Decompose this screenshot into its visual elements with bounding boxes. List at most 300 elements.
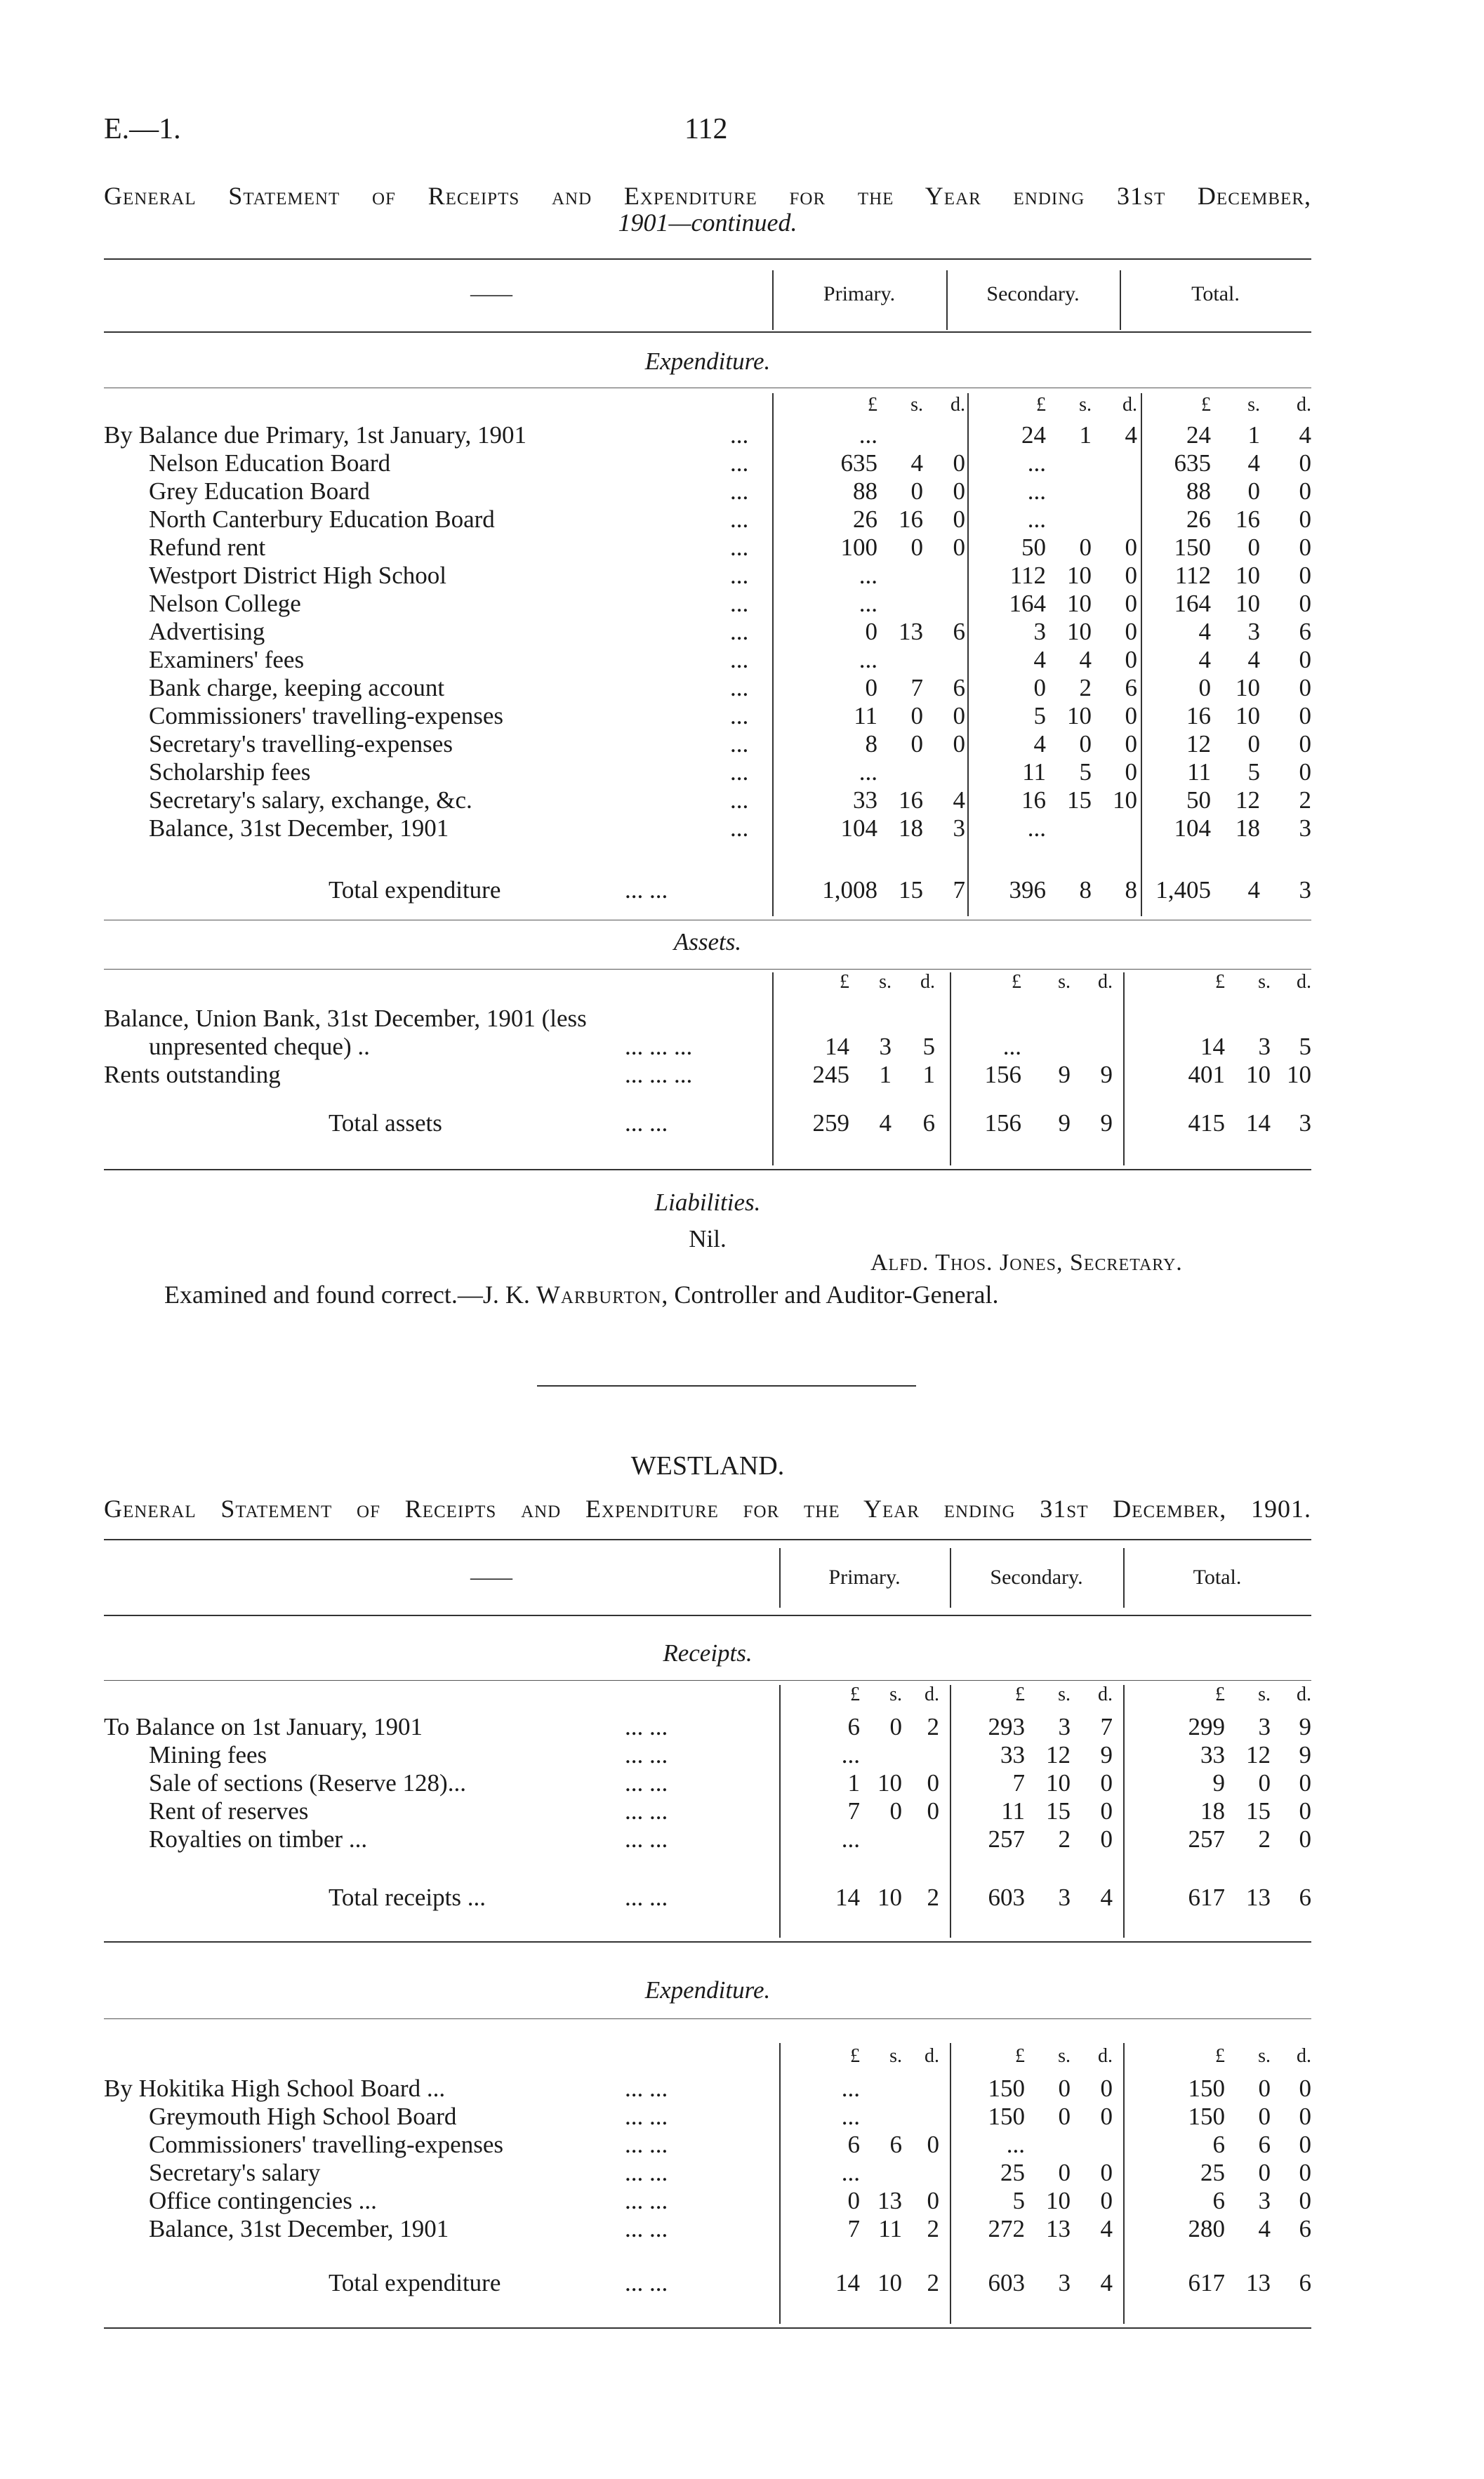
- shilling-unit-label: s.: [879, 971, 892, 993]
- separator-rule: [537, 1385, 916, 1387]
- row-label: Mining fees: [149, 1741, 267, 1769]
- section-heading-westland-expenditure: Expenditure.: [644, 1976, 771, 2004]
- cell-pence: 0: [1299, 534, 1311, 561]
- leader-dots: ... ...: [625, 1741, 668, 1769]
- cell-pence: 0: [1299, 2187, 1311, 2214]
- table-row: [0, 814, 1484, 842]
- cell-pence: 6: [953, 674, 965, 701]
- cell-pounds: 100: [840, 534, 877, 561]
- row-label: Balance, Union Bank, 31st December, 1901 (less: [104, 1005, 587, 1032]
- cell-shillings: 12: [1235, 786, 1260, 814]
- leader-dots: ...: [730, 534, 749, 561]
- leader-dots: ...: [730, 477, 749, 505]
- rule: [104, 258, 1311, 260]
- cell-pounds: ...: [841, 1741, 860, 1769]
- leader-dots: ...: [730, 814, 749, 842]
- rule: [104, 1539, 1311, 1540]
- leader-dots: ...: [730, 646, 749, 673]
- westland-statement-title: General Statement of Receipts and Expenditure for the Year ending 31st December, 1901.: [104, 1495, 1311, 1523]
- cell-shillings: 0: [889, 1713, 902, 1740]
- row-label: Nelson Education Board: [149, 449, 391, 477]
- cell-shillings: 4: [879, 1109, 892, 1137]
- row-label: Scholarship fees: [149, 758, 311, 786]
- cell-pounds: 5: [1012, 2187, 1025, 2214]
- cell-pence: 0: [1100, 2075, 1113, 2102]
- shilling-unit-label: s.: [1058, 1684, 1071, 1705]
- cell-pounds: 6: [1212, 2187, 1225, 2214]
- row-label: Commissioners' travelling-expenses: [149, 2131, 503, 2158]
- table-row: [0, 2187, 1484, 2215]
- table-row: [0, 562, 1484, 590]
- cell-pence: 9: [1299, 1713, 1311, 1740]
- cell-pounds: ...: [1027, 814, 1046, 842]
- cell-pence: 0: [953, 505, 965, 533]
- cell-shillings: 4: [1247, 449, 1260, 477]
- cell-pence: 0: [1299, 2075, 1311, 2102]
- cell-pounds: 11: [1022, 758, 1046, 786]
- cell-shillings: 5: [1247, 758, 1260, 786]
- cell-shillings: 0: [1258, 1769, 1271, 1797]
- cell-shillings: 6: [889, 2131, 902, 2158]
- cell-pounds: 104: [840, 814, 877, 842]
- cell-pence: 0: [953, 477, 965, 505]
- cell-pence: 0: [1299, 1797, 1311, 1825]
- cell-pounds: 6: [847, 1713, 860, 1740]
- column-header-blank: ——: [470, 282, 512, 305]
- cell-shillings: 15: [899, 876, 923, 904]
- pence-unit-label: d.: [950, 394, 965, 416]
- cell-pence: 4: [1100, 1884, 1113, 1911]
- cell-pence: 0: [1299, 477, 1311, 505]
- pence-unit-label: d.: [1297, 394, 1311, 416]
- cell-pence: 0: [953, 534, 965, 561]
- table-row: [0, 1713, 1484, 1741]
- table-row-continued: [0, 1033, 1484, 1061]
- section-heading-assets: Assets.: [673, 928, 742, 956]
- cell-shillings: 16: [1235, 505, 1260, 533]
- cell-shillings: 18: [1235, 814, 1260, 842]
- cell-pounds: 7: [847, 2215, 860, 2242]
- cell-pounds: 25: [1200, 2159, 1225, 2186]
- cell-shillings: 3: [1258, 1033, 1271, 1060]
- cell-pounds: ...: [859, 421, 877, 449]
- row-label: By Hokitika High School Board ...: [104, 2075, 446, 2102]
- cell-shillings: 2: [1079, 674, 1092, 701]
- cell-shillings: 15: [1246, 1797, 1271, 1825]
- cell-pounds: 0: [865, 618, 877, 645]
- row-label: Rents outstanding: [104, 1061, 281, 1088]
- leader-dots: ...: [730, 590, 749, 617]
- table-row: [0, 1005, 1484, 1033]
- cell-pence: 0: [1299, 1825, 1311, 1853]
- table-row: [0, 1797, 1484, 1825]
- cell-pounds: 7: [1012, 1769, 1025, 1797]
- cell-shillings: 14: [1246, 1109, 1271, 1137]
- column-header-primary: Primary.: [823, 282, 896, 305]
- cell-pence: 2: [927, 1713, 939, 1740]
- cell-pence: 6: [953, 618, 965, 645]
- section-heading-receipts: Receipts.: [663, 1639, 753, 1667]
- row-label: Examiners' fees: [149, 646, 305, 673]
- cell-shillings: 13: [1246, 2269, 1271, 2296]
- cell-pounds: 150: [1174, 534, 1211, 561]
- pence-unit-label: d.: [920, 971, 935, 993]
- pound-unit-label: £: [1012, 971, 1021, 993]
- cell-pence: 0: [1299, 646, 1311, 673]
- cell-pounds: 164: [1009, 590, 1046, 617]
- cell-pounds: 50: [1186, 786, 1211, 814]
- cell-pounds: 11: [854, 702, 877, 729]
- shilling-unit-label: s.: [1258, 2045, 1271, 2067]
- cell-pence: 0: [1100, 1769, 1113, 1797]
- cell-shillings: 0: [1079, 534, 1092, 561]
- cell-pounds: 24: [1021, 421, 1046, 449]
- cell-pounds: 26: [1186, 505, 1211, 533]
- cell-shillings: 0: [1258, 2159, 1271, 2186]
- cell-pence: 4: [1100, 2215, 1113, 2242]
- total-label: Total assets: [329, 1109, 442, 1137]
- cell-pounds: 104: [1174, 814, 1211, 842]
- cell-pounds: 3: [1033, 618, 1046, 645]
- row-label-continued: unpresented cheque) ..: [149, 1033, 370, 1060]
- examined-suffix: , Controller and Auditor-General.: [661, 1281, 999, 1309]
- cell-pence: 6: [1299, 618, 1311, 645]
- first-statement-title-continued: 1901—continued.: [618, 209, 797, 237]
- cell-shillings: 13: [1246, 1884, 1271, 1911]
- rule: [104, 331, 1311, 333]
- cell-shillings: 3: [1258, 1713, 1271, 1740]
- cell-shillings: 3: [1058, 1884, 1071, 1911]
- rule: [104, 1941, 1311, 1943]
- cell-shillings: 12: [1046, 1741, 1071, 1769]
- cell-shillings: 10: [1067, 702, 1092, 729]
- pound-unit-label: £: [850, 1684, 860, 1705]
- cell-pence: 6: [1299, 2269, 1311, 2296]
- row-label: Nelson College: [149, 590, 301, 617]
- cell-pounds: 7: [847, 1797, 860, 1825]
- cell-pounds: ...: [859, 646, 877, 673]
- cell-pounds: 635: [1174, 449, 1211, 477]
- cell-shillings: 10: [1246, 1061, 1271, 1088]
- cell-pounds: 88: [1186, 477, 1211, 505]
- leader-dots: ... ...: [625, 1109, 668, 1137]
- leader-dots: ...: [730, 674, 749, 701]
- pound-unit-label: £: [1015, 2045, 1025, 2067]
- cell-pounds: 18: [1200, 1797, 1225, 1825]
- leader-dots: ... ...: [625, 2215, 668, 2242]
- cell-pounds: 4: [1033, 730, 1046, 758]
- leader-dots: ... ...: [625, 1884, 668, 1911]
- cell-shillings: 0: [910, 477, 923, 505]
- cell-shillings: 3: [1258, 2187, 1271, 2214]
- cell-pence: 0: [1299, 2103, 1311, 2130]
- cell-shillings: 16: [899, 786, 923, 814]
- pound-unit-label: £: [1036, 394, 1046, 416]
- cell-pence: 0: [1299, 2131, 1311, 2158]
- cell-pence: 0: [1125, 590, 1137, 617]
- table-row: [0, 421, 1484, 449]
- leader-dots: ... ... ...: [625, 1033, 693, 1060]
- cell-pounds: 1,008: [822, 876, 877, 904]
- cell-pounds: 5: [1033, 702, 1046, 729]
- leader-dots: ... ...: [625, 2103, 668, 2130]
- row-label: Secretary's salary: [149, 2159, 321, 2186]
- cell-pounds: 14: [825, 1033, 849, 1060]
- cell-pence: 0: [953, 702, 965, 729]
- cell-pounds: ...: [859, 758, 877, 786]
- cell-pounds: 9: [1212, 1769, 1225, 1797]
- cell-pounds: ...: [1027, 449, 1046, 477]
- units-row: [0, 394, 1484, 422]
- cell-pence: 0: [1125, 702, 1137, 729]
- cell-pounds: 33: [1200, 1741, 1225, 1769]
- cell-shillings: 1: [1079, 421, 1092, 449]
- leader-dots: ...: [730, 562, 749, 589]
- cell-pounds: 401: [1188, 1061, 1225, 1088]
- rule: [104, 1680, 1311, 1681]
- cell-pounds: 1: [847, 1769, 860, 1797]
- pound-unit-label: £: [1215, 1684, 1225, 1705]
- cell-shillings: 10: [1067, 590, 1092, 617]
- pence-unit-label: d.: [1297, 1684, 1311, 1705]
- cell-shillings: 0: [910, 702, 923, 729]
- row-label: Bank charge, keeping account: [149, 674, 445, 701]
- cell-pence: 0: [1299, 1769, 1311, 1797]
- cell-pounds: 415: [1188, 1109, 1225, 1137]
- cell-pence: 3: [1299, 1109, 1311, 1137]
- cell-pence: 1: [922, 1061, 935, 1088]
- pence-unit-label: d.: [1098, 1684, 1113, 1705]
- cell-shillings: 10: [877, 1884, 902, 1911]
- westland-heading: WESTLAND.: [630, 1451, 785, 1481]
- cell-pounds: 257: [988, 1825, 1025, 1853]
- cell-pence: 0: [1125, 730, 1137, 758]
- cell-pounds: ...: [1027, 477, 1046, 505]
- cell-shillings: 0: [1247, 534, 1260, 561]
- cell-shillings: 10: [1067, 618, 1092, 645]
- cell-pence: 2: [927, 1884, 939, 1911]
- cell-pence: 0: [927, 2187, 939, 2214]
- cell-shillings: 3: [1058, 1713, 1071, 1740]
- cell-shillings: 0: [889, 1797, 902, 1825]
- pence-unit-label: d.: [925, 2045, 939, 2067]
- pence-unit-label: d.: [1297, 971, 1311, 993]
- cell-pence: 0: [1299, 730, 1311, 758]
- cell-pence: 5: [922, 1033, 935, 1060]
- cell-pence: 0: [1299, 449, 1311, 477]
- cell-shillings: 3: [879, 1033, 892, 1060]
- table-row: [0, 477, 1484, 505]
- pound-unit-label: £: [1201, 394, 1211, 416]
- cell-shillings: 0: [1258, 2075, 1271, 2102]
- leader-dots: ... ...: [625, 2159, 668, 2186]
- row-label: Rent of reserves: [149, 1797, 309, 1825]
- leader-dots: ...: [730, 618, 749, 645]
- leader-dots: ... ... ...: [625, 1061, 693, 1088]
- cell-shillings: 10: [1235, 702, 1260, 729]
- cell-pence: 4: [1125, 421, 1137, 449]
- cell-pounds: 112: [1009, 562, 1046, 589]
- cell-shillings: 7: [910, 674, 923, 701]
- pence-unit-label: d.: [1297, 2045, 1311, 2067]
- cell-pounds: 150: [1188, 2103, 1225, 2130]
- cell-shillings: 0: [910, 730, 923, 758]
- table-row: [0, 758, 1484, 786]
- total-label: Total expenditure: [329, 876, 501, 904]
- cell-pounds: 396: [1009, 876, 1046, 904]
- cell-pence: 7: [953, 876, 965, 904]
- total-label: Total receipts ...: [329, 1884, 486, 1911]
- cell-shillings: 15: [1067, 786, 1092, 814]
- column-header-blank: ——: [470, 1566, 512, 1589]
- row-label: Office contingencies ...: [149, 2187, 377, 2214]
- row-label: Secretary's salary, exchange, &c.: [149, 786, 472, 814]
- cell-shillings: 3: [1058, 2269, 1071, 2296]
- pence-unit-label: d.: [1098, 2045, 1113, 2067]
- cell-pence: 6: [1299, 2215, 1311, 2242]
- cell-pounds: 6: [847, 2131, 860, 2158]
- cell-pounds: 0: [865, 674, 877, 701]
- cell-shillings: 10: [1235, 562, 1260, 589]
- cell-shillings: 11: [878, 2215, 902, 2242]
- cell-pounds: 16: [1186, 702, 1211, 729]
- cell-pence: 4: [1299, 421, 1311, 449]
- shilling-unit-label: s.: [1079, 394, 1092, 416]
- pound-unit-label: £: [850, 2045, 860, 2067]
- total-row: [0, 2269, 1484, 2297]
- cell-pence: 0: [1299, 758, 1311, 786]
- cell-pence: 10: [1113, 786, 1137, 814]
- cell-pounds: 156: [984, 1109, 1021, 1137]
- cell-shillings: 1: [1247, 421, 1260, 449]
- cell-shillings: 4: [1079, 646, 1092, 673]
- shilling-unit-label: s.: [1247, 394, 1260, 416]
- cell-shillings: 9: [1058, 1109, 1071, 1137]
- total-row: [0, 1884, 1484, 1912]
- cell-pounds: 1,405: [1155, 876, 1211, 904]
- column-header-secondary: Secondary.: [990, 1566, 1083, 1589]
- cell-pence: 3: [953, 814, 965, 842]
- row-label: Secretary's travelling-expenses: [149, 730, 453, 758]
- cell-pence: 0: [953, 449, 965, 477]
- liabilities-value: Nil.: [689, 1225, 727, 1252]
- table-row: [0, 618, 1484, 646]
- cell-pounds: 4: [1033, 646, 1046, 673]
- pence-unit-label: d.: [1098, 971, 1113, 993]
- table-row: [0, 1825, 1484, 1853]
- cell-pounds: 11: [1187, 758, 1211, 786]
- page-number: 112: [684, 113, 728, 145]
- cell-shillings: 4: [1247, 876, 1260, 904]
- table-row: [0, 2159, 1484, 2187]
- cell-pence: 9: [1299, 1741, 1311, 1769]
- leader-dots: ...: [730, 730, 749, 758]
- cell-pence: 5: [1299, 1033, 1311, 1060]
- cell-shillings: 18: [899, 814, 923, 842]
- row-label: Balance, 31st December, 1901: [149, 2215, 449, 2242]
- examined-prefix: Examined and found correct.—J. K.: [164, 1281, 530, 1309]
- cell-pence: 4: [1100, 2269, 1113, 2296]
- cell-pounds: 112: [1174, 562, 1211, 589]
- cell-shillings: 0: [910, 534, 923, 561]
- cell-pence: 0: [927, 2131, 939, 2158]
- cell-pence: 0: [1299, 2159, 1311, 2186]
- row-label: Balance, 31st December, 1901: [149, 814, 449, 842]
- cell-shillings: 10: [877, 1769, 902, 1797]
- table-row: [0, 534, 1484, 562]
- table-row: [0, 1769, 1484, 1797]
- cell-shillings: 8: [1079, 876, 1092, 904]
- row-label: By Balance due Primary, 1st January, 1901: [104, 421, 526, 449]
- cell-pence: 6: [1299, 1884, 1311, 1911]
- table-row: [0, 590, 1484, 618]
- secretary-signature: Alfd. Thos. Jones, Secretary.: [870, 1250, 1183, 1276]
- leader-dots: ... ...: [625, 1769, 668, 1797]
- first-statement-title: General Statement of Receipts and Expenditure for the Year ending 31st December,: [104, 182, 1311, 210]
- units-row: [0, 971, 1484, 999]
- cell-pence: 10: [1287, 1061, 1311, 1088]
- leader-dots: ... ...: [625, 2075, 668, 2102]
- shilling-unit-label: s.: [1258, 971, 1271, 993]
- examined-statement: [164, 1280, 999, 1309]
- table-row: [0, 1061, 1484, 1089]
- pound-unit-label: £: [1215, 2045, 1225, 2067]
- units-row: [0, 2045, 1484, 2073]
- cell-pence: 0: [1125, 618, 1137, 645]
- cell-pounds: 0: [1198, 674, 1211, 701]
- total-row: [0, 1109, 1484, 1137]
- cell-pounds: 272: [988, 2215, 1025, 2242]
- rule: [104, 1615, 1311, 1616]
- cell-pence: 2: [927, 2269, 939, 2296]
- cell-pounds: 299: [1188, 1713, 1225, 1740]
- table-row: [0, 505, 1484, 534]
- cell-pence: 0: [1100, 2159, 1113, 2186]
- cell-pounds: 150: [1188, 2075, 1225, 2102]
- cell-shillings: 13: [877, 2187, 902, 2214]
- cell-pence: 0: [1100, 1797, 1113, 1825]
- leader-dots: ...: [730, 505, 749, 533]
- total-row: [0, 876, 1484, 904]
- cell-pence: 6: [922, 1109, 935, 1137]
- cell-pence: 2: [1299, 786, 1311, 814]
- cell-pounds: 6: [1212, 2131, 1225, 2158]
- cell-pounds: ...: [841, 2103, 860, 2130]
- cell-shillings: 3: [1247, 618, 1260, 645]
- cell-shillings: 2: [1258, 1825, 1271, 1853]
- column-header-total: Total.: [1191, 282, 1240, 305]
- shilling-unit-label: s.: [1058, 971, 1071, 993]
- cell-shillings: 0: [1247, 477, 1260, 505]
- cell-pence: 0: [1100, 1825, 1113, 1853]
- row-label: Westport District High School: [149, 562, 446, 589]
- cell-shillings: 13: [1046, 2215, 1071, 2242]
- cell-pence: 0: [1299, 562, 1311, 589]
- column-header-total: Total.: [1193, 1566, 1242, 1589]
- cell-shillings: 0: [1079, 730, 1092, 758]
- shilling-unit-label: s.: [1058, 2045, 1071, 2067]
- cell-pence: 0: [1125, 534, 1137, 561]
- row-label: Grey Education Board: [149, 477, 370, 505]
- cell-pounds: 14: [835, 1884, 860, 1911]
- cell-pence: 0: [1100, 2103, 1113, 2130]
- shilling-unit-label: s.: [889, 2045, 902, 2067]
- cell-pounds: ...: [1027, 505, 1046, 533]
- cell-pounds: 25: [1000, 2159, 1025, 2186]
- cell-pounds: ...: [859, 590, 877, 617]
- column-header-primary: Primary.: [828, 1566, 901, 1589]
- leader-dots: ...: [730, 786, 749, 814]
